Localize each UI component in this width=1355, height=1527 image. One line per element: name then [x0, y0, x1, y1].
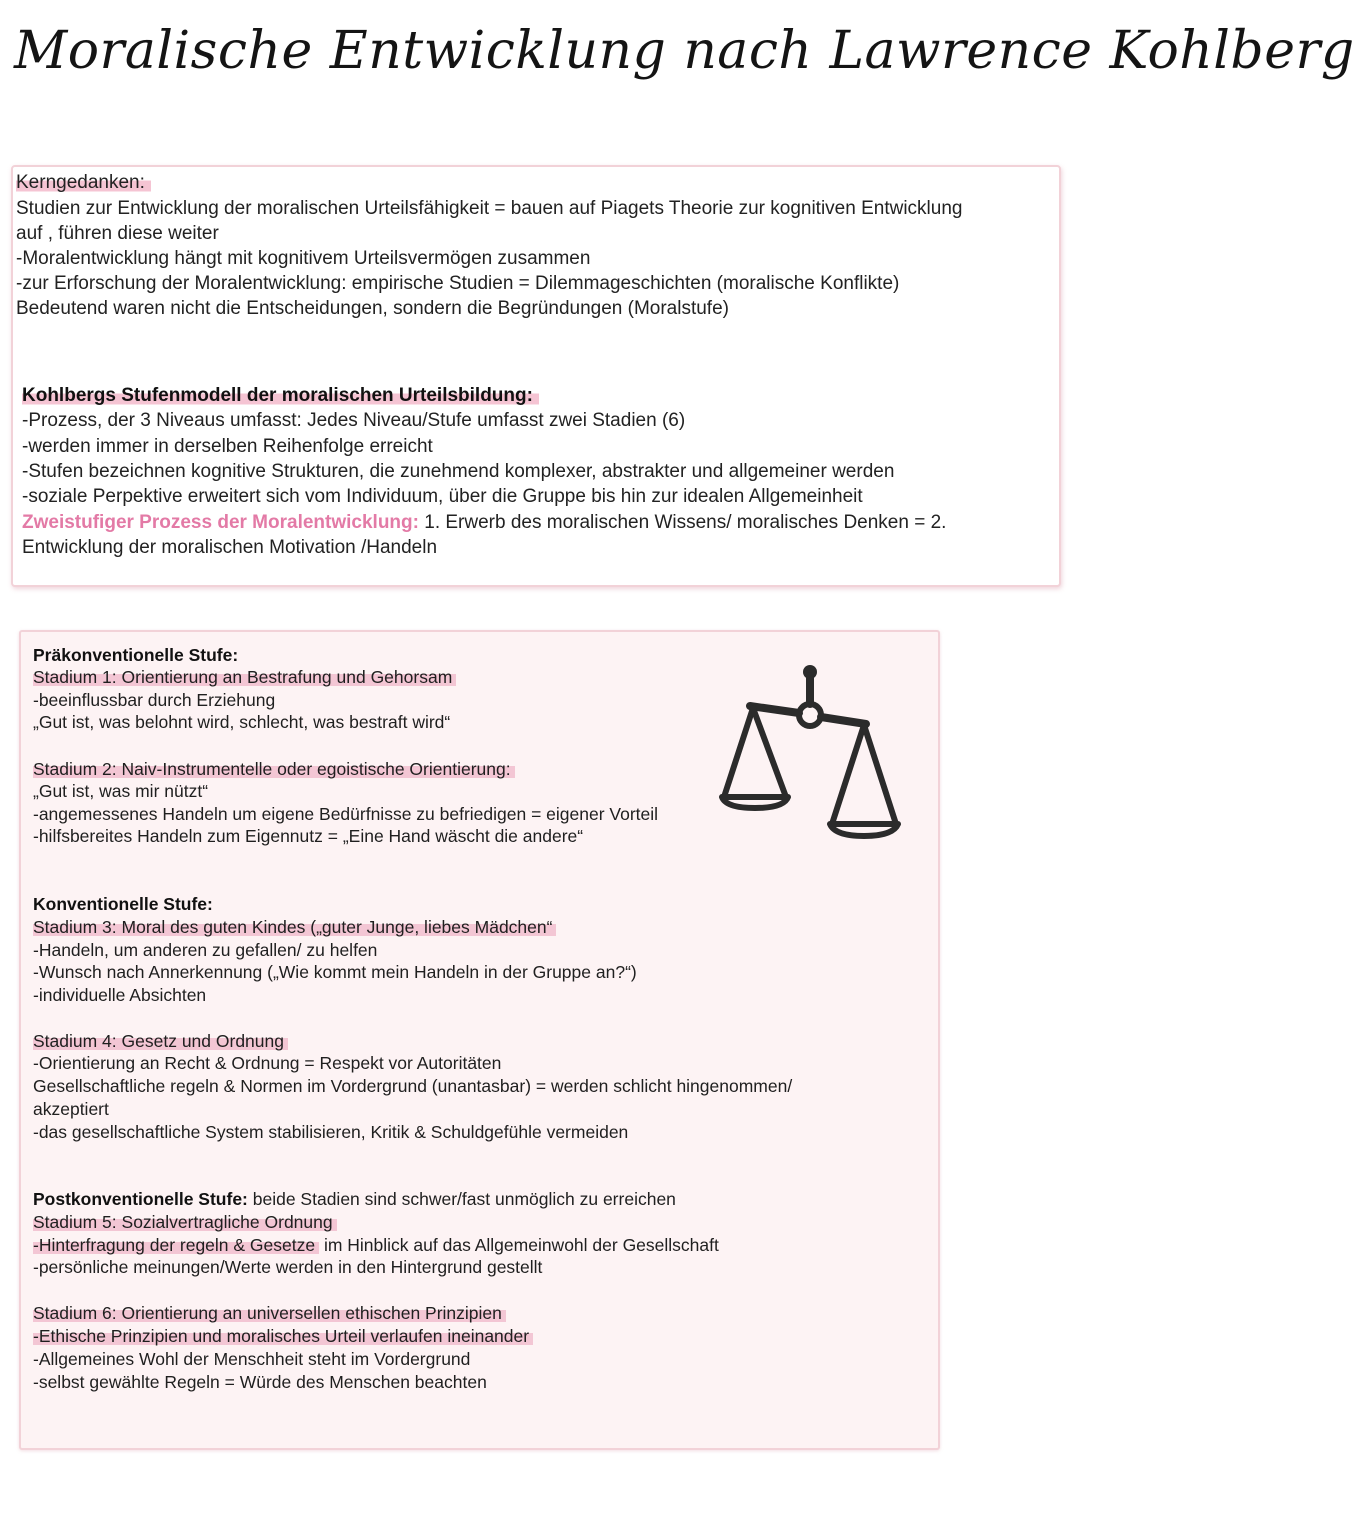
- stage-4-line: akzeptiert: [33, 1099, 109, 1119]
- scale-of-justice-icon: [718, 662, 904, 842]
- key-ideas-line: -zur Erforschung der Moralentwicklung: empirische Studien = Dilemmageschichten (moralische Konflikte): [16, 273, 900, 294]
- stage-4-title: Stadium 4: Gesetz und Ordnung: [33, 1031, 288, 1052]
- stage-4-line: -das gesellschaftliche System stabilisieren, Kritik & Schuldgefühle vermeiden: [33, 1122, 629, 1142]
- page-title: Moralische Entwicklung nach Lawrence Kohlberg: [14, 21, 1355, 81]
- stage-3-line: -Handeln, um anderen zu gefallen/ zu helfen: [33, 940, 378, 960]
- stage-1-title: Stadium 1: Orientierung an Bestrafung und Gehorsam: [33, 667, 456, 688]
- stage-4-line: Gesellschaftliche regeln & Normen im Vordergrund (unantasbar) = werden schlicht hingenommen/: [33, 1076, 793, 1096]
- key-ideas-line: -Moralentwicklung hängt mit kognitivem Urteilsvermögen zusammen: [16, 248, 591, 269]
- stage-2-line: -angemessenes Handeln um eigene Bedürfnisse zu befriedigen = eigener Vorteil: [33, 804, 659, 824]
- stage-5-line: -Hinterfragung der regeln & Gesetze im Hinblick auf das Allgemeinwohl der Gesellschaft: [33, 1235, 719, 1255]
- postconventional-heading-row: Postkonventionelle Stufe: beide Stadien sind schwer/fast unmöglich zu erreichen: [33, 1189, 676, 1209]
- stage-2-line: „Gut ist, was mir nützt“: [33, 781, 209, 801]
- stage-2-title: Stadium 2: Naiv-Instrumentelle oder egoistische Orientierung:: [33, 759, 515, 780]
- stage-3-title: Stadium 3: Moral des guten Kindes („guter Junge, liebes Mädchen“: [33, 917, 556, 938]
- stage-model-line: -Prozess, der 3 Niveaus umfasst: Jedes Niveau/Stufe umfasst zwei Stadien (6): [22, 410, 686, 431]
- stage-5-line: -persönliche meinungen/Werte werden in den Hintergrund gestellt: [33, 1257, 543, 1277]
- two-stage-process-label: Zweistufiger Prozess der Moralentwicklung:: [22, 512, 419, 533]
- stage-model-heading: Kohlbergs Stufenmodell der moralischen Urteilsbildung:: [22, 385, 539, 408]
- stage-model-line: -werden immer in derselben Reihenfolge erreicht: [22, 436, 433, 457]
- stage-model-line: -soziale Perpektive erweitert sich vom Individuum, über die Gruppe bis hin zur idealen Allgemeinheit: [22, 486, 863, 507]
- stage-6-title: Stadium 6: Orientierung an universellen ethischen Prinzipien: [33, 1303, 506, 1324]
- key-ideas-heading: Kerngedanken:: [16, 172, 151, 195]
- key-ideas-line: Studien zur Entwicklung der moralischen Urteilsfähigkeit = bauen auf Piagets Theorie zur kognitiven Entwicklung: [16, 198, 963, 219]
- stage-6-line: -Allgemeines Wohl der Menschheit steht im Vordergrund: [33, 1349, 471, 1369]
- key-ideas-line: auf , führen diese weiter: [16, 223, 219, 244]
- stage-5-title: Stadium 5: Sozialvertragliche Ordnung: [33, 1212, 337, 1233]
- two-stage-process-line: Zweistufiger Prozess der Moralentwicklung: 1. Erwerb des moralischen Wissens/ moralisches Denken = 2.: [22, 512, 947, 533]
- stage-1-line: -beeinflussbar durch Erziehung: [33, 690, 276, 710]
- conventional-heading: Konventionelle Stufe:: [33, 894, 213, 914]
- two-stage-process-cont: Entwicklung der moralischen Motivation /Handeln: [22, 537, 438, 558]
- key-ideas-line: Bedeutend waren nicht die Entscheidungen, sondern die Begründungen (Moralstufe): [16, 298, 729, 319]
- stage-model-line: -Stufen bezeichnen kognitive Strukturen, die zunehmend komplexer, abstrakter und allgemeiner werden: [22, 461, 895, 482]
- stage-2-line: -hilfsbereites Handeln zum Eigennutz = „Eine Hand wäscht die andere“: [33, 826, 584, 846]
- preconventional-heading: Präkonventionelle Stufe:: [33, 645, 239, 665]
- stage-6-line: -selbst gewählte Regeln = Würde des Menschen beachten: [33, 1372, 487, 1392]
- postconventional-heading: Postkonventionelle Stufe:: [33, 1189, 248, 1209]
- stage-3-line: -individuelle Absichten: [33, 985, 207, 1005]
- stage-4-line: -Orientierung an Recht & Ordnung = Respekt vor Autoritäten: [33, 1053, 502, 1073]
- stage-6-line: -Ethische Prinzipien und moralisches Urteil verlaufen ineinander: [33, 1326, 533, 1347]
- stage-1-line: „Gut ist, was belohnt wird, schlecht, was bestraft wird“: [33, 712, 451, 732]
- stage-3-line: -Wunsch nach Annerkennung („Wie kommt mein Handeln in der Gruppe an?“): [33, 962, 637, 982]
